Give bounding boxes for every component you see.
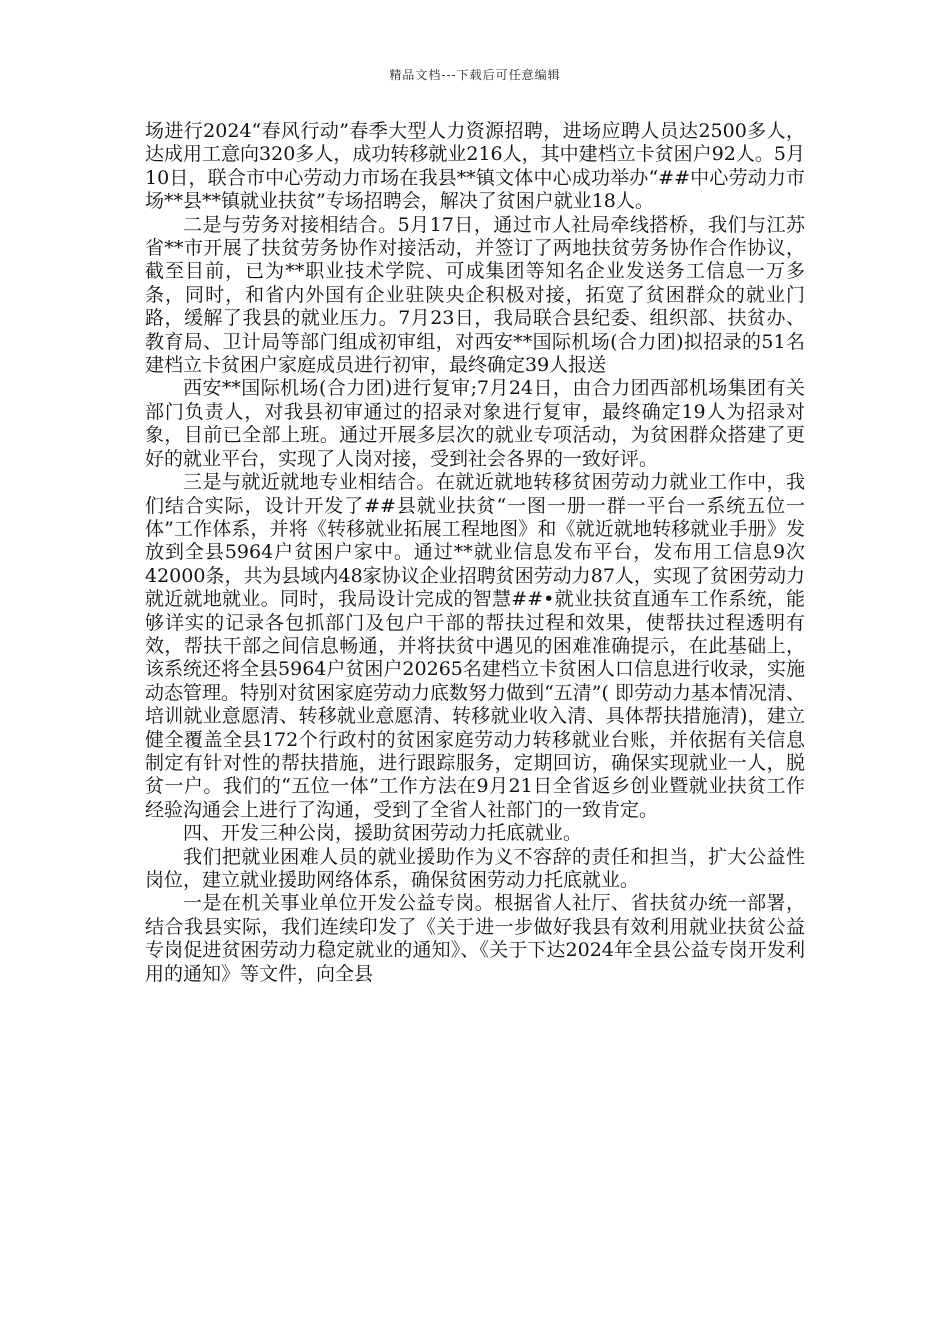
paragraph: 我们把就业困难人员的就业援助作为义不容辞的责任和担当，扩大公益性岗位，建立就业援助网络体系，确保贫困劳动力托底就业。 bbox=[145, 845, 805, 891]
paragraph: 二是与劳务对接相结合。5月17日，通过市人社局牵线搭桥，我们与江苏省**市开展了扶贫劳务协作对接活动，并签订了两地扶贫劳务协作合作协议，截至目前，已为**职业技术学院、可成集团等知名企业发送务工信息一万多条，同时，和省内外国有企业驻陕央企积极对接，拓宽了贫困群众的就业门路，缓解了我县的就业压力。7月23日，我局联合县纪委、组织部、扶贫办、教育局、卫计局等部门组成初审组，对西安**国际机场(合力团)拟招录的51名建档立卡贫困户家庭成员进行初审，最终确定39人报送 bbox=[145, 213, 805, 377]
document-body bbox=[145, 120, 805, 986]
paragraph: 四、开发三种公岗，援助贫困劳动力托底就业。 bbox=[183, 822, 583, 845]
paragraph: 一是在机关事业单位开发公益专岗。根据省人社厅、省扶贫办统一部署，结合我县实际，我们连续印发了《关于进一步做好我县有效利用就业扶贫公益专岗促进贫困劳动力稳定就业的通知》、《关于下达2024年全县公益专岗开发利用的通知》等文件，向全县 bbox=[145, 892, 805, 985]
paragraph: 西安**国际机场(合力团)进行复审;7月24日，由合力团西部机场集团有关部门负责人，对我县初审通过的招录对象进行复审，最终确定19人为招录对象，目前已全部上班。通过开展多层次的就业专项活动，为贫困群众搭建了更好的就业平台，实现了人岗对接，受到社会各界的一致好评。 bbox=[145, 377, 805, 470]
paragraph: 场进行2024“春风行动”春季大型人力资源招聘，进场应聘人员达2500多人，达成用工意向320多人，成功转移就业216人，其中建档立卡贫困户92人。5月10日，联合市中心劳动力市场在我县**镇文体中心成功举办“##中心劳动力市场**县**镇就业扶贫”专场招聘会，解决了贫困户就业18人。 bbox=[145, 120, 805, 213]
paragraph: 三是与就近就地专业相结合。在就近就地转移贫困劳动力就业工作中，我们结合实际，设计开发了##县就业扶贫“一图一册一群一平台一系统五位一体”工作体系，并将《转移就业拓展工程地图》和《就近就地转移就业手册》发放到全县5964户贫困户家中。通过**就业信息发布平台，发布用工信息9次42000条，共为县域内48家协议企业招聘贫困劳动力87人，实现了贫困劳动力就近就地就业。同时，我局设计完成的智慧##•就业扶贫直通车工作系统，能够详实的记录各包抓部门及包户干部的帮扶过程和效果，使帮扶过程透明有效，帮扶干部之间信息畅通，并将扶贫中遇见的困难准确提示，在此基础上，该系统还将全县5964户贫困户20265名建档立卡贫困人口信息进行收录，实施动态管理。特别对贫困家庭劳动力底数努力做到“五清”( 即劳动力基本情况清、培训就业意愿清、转移就业意愿清、转移就业收入清、具体帮扶措施清)，建立健全覆盖全县172个行政村的贫困家庭劳动力转移就业台账，并依据有关信息制定有针对性的帮扶措施，进行跟踪服务，定期回访，确保实现就业一人，脱贫一户。我们的“五位一体”工作方法在9月21日全省返乡创业暨就业扶贫工作经验沟通会上进行了沟通，受到了全省人社部门的一致肯定。 bbox=[145, 471, 805, 821]
page-header: 精品文档---下载后可任意编辑 bbox=[389, 68, 561, 82]
